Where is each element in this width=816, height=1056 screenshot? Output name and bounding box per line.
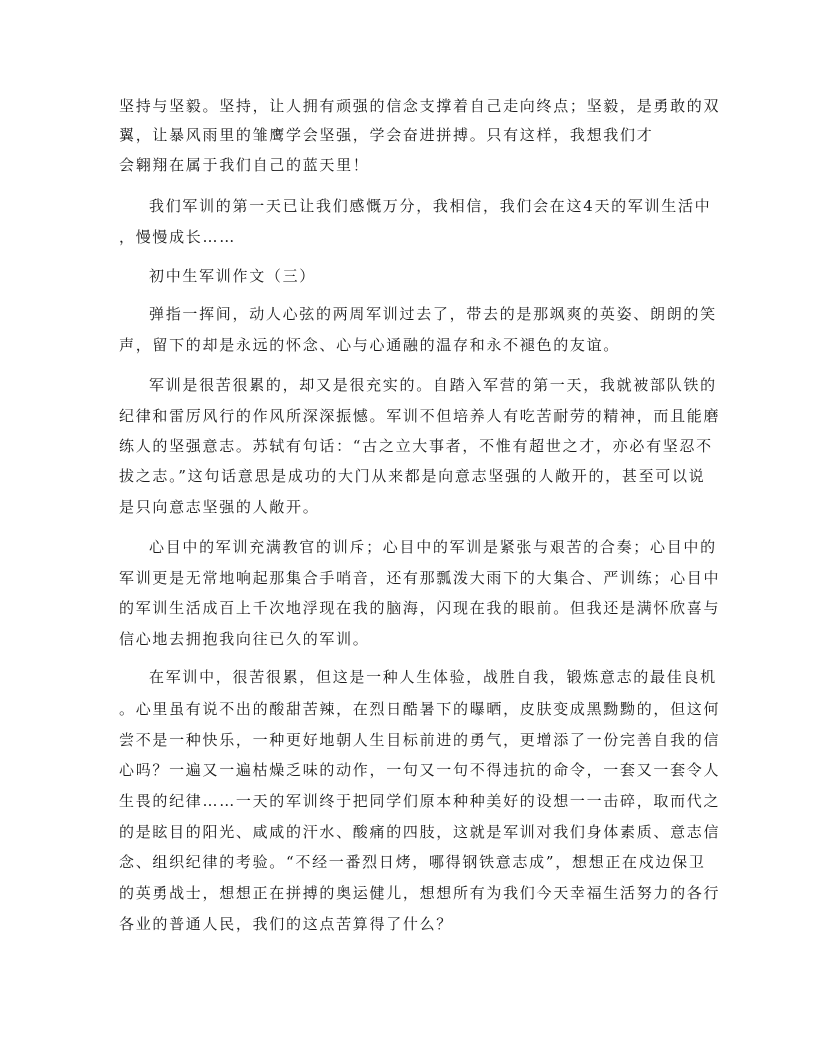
text-line: ，慢慢成长…… bbox=[119, 228, 236, 246]
text-line: 是只向意志坚强的人敞开。 bbox=[119, 498, 320, 516]
text-line: 的军训生活成百上千次地浮现在我的脑海，闪现在我的眼前。但我还是满怀欣喜与 bbox=[119, 599, 721, 617]
text-line: 在军训中，很苦很累，但这是一种人生体验，战胜自我，锻炼意志的最佳良机 bbox=[149, 668, 717, 686]
text-line: 的英勇战士，想想正在拼搏的奥运健儿，想想所有为我们今天幸福生活努力的各行 bbox=[119, 884, 721, 902]
text-line: 军训更是无常地响起那集合手哨音，还有那瓢泼大雨下的大集合、严训练；心目中 bbox=[119, 569, 721, 587]
text-line: 声，留下的却是永远的怀念、心与心通融的温存和永不褪色的友谊。 bbox=[119, 336, 621, 354]
text-line: 尝不是一种快乐，一种更好地朝人生目标前进的勇气，更增添了一份完善自我的信 bbox=[119, 731, 721, 749]
text-line: 。心里虽有说不出的酸甜苦辣，在烈日酷暑下的曝晒，皮肤变成黑黝黝的，但这何 bbox=[119, 700, 721, 718]
text-line: 纪律和雷厉风行的作风所深深振憾。军训不但培养人有吃苦耐劳的精神，而且能磨 bbox=[119, 407, 721, 425]
text-line: 信心地去拥抱我向往已久的军训。 bbox=[119, 630, 370, 648]
text-line: 弹指一挥间，动人心弦的两周军训过去了，带去的是那飒爽的英姿、朗朗的笑 bbox=[149, 305, 717, 323]
text-line: 心目中的军训充满教官的训斥；心目中的军训是紧张与艰苦的合奏；心目中的 bbox=[149, 538, 717, 556]
text-line: 各业的普通人民，我们的这点苦算得了什么？ bbox=[119, 915, 454, 933]
text-line: 拔之志。”这句话意思是成功的大门从来都是向意志坚强的人敞开的，甚至可以说 bbox=[119, 467, 706, 485]
text-line: 心吗？一遍又一遍枯燥乏味的动作，一句又一句不得违抗的命令，一套又一套令人 bbox=[119, 761, 721, 779]
text-line: 会翱翔在属于我们自己的蓝天里！ bbox=[119, 156, 370, 174]
text-line: 的是眩目的阳光、咸咸的汗水、酸痛的四肢，这就是军训对我们身体素质、意志信 bbox=[119, 823, 721, 841]
text-line: 我们军训的第一天已让我们感慨万分，我相信，我们会在这4天的军训生活中 bbox=[149, 197, 712, 215]
section-heading: 初中生军训作文（三） bbox=[149, 267, 317, 285]
text-line: 念、组织纪律的考验。“不经一番烈日烤，哪得钢铁意志成”，想想正在戍边保卫 bbox=[119, 853, 706, 871]
text-line: 练人的坚强意志。苏轼有句话：“古之立大事者，不惟有超世之才，亦必有坚忍不 bbox=[119, 437, 713, 455]
text-line: 坚持与坚毅。坚持，让人拥有顽强的信念支撑着自己走向终点；坚毅，是勇敢的双 bbox=[119, 97, 721, 115]
text-line: 军训是很苦很累的，却又是很充实的。自踏入军营的第一天，我就被部队铁的 bbox=[149, 376, 717, 394]
text-line: 生畏的纪律……一天的军训终于把同学们原本种种美好的设想一一击碎，取而代之 bbox=[119, 792, 721, 810]
text-line: 翼，让暴风雨里的雏鹰学会坚强，学会奋进拼搏。只有这样，我想我们才 bbox=[119, 126, 654, 144]
